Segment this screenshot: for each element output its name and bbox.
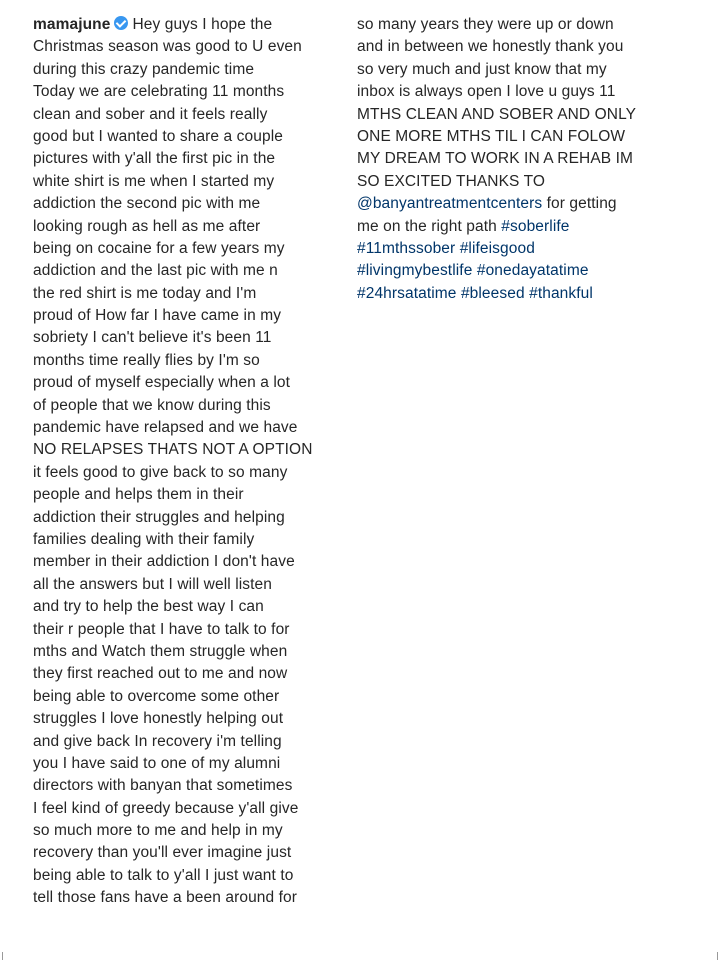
caption-line-mention	[357, 193, 702, 215]
caption-line: good but I wanted to share a couple	[33, 127, 283, 145]
caption-line-hashtags	[357, 238, 702, 260]
caption-line: proud of myself especially when a lot	[33, 374, 290, 392]
caption-line: ONE MORE MTHS TIL I CAN FOLOW	[357, 127, 626, 145]
caption-line: their r people that I have to talk to for	[33, 620, 290, 638]
caption-line: and in between we honestly thank you	[357, 38, 624, 56]
caption-line: and try to help the best way I can	[33, 598, 264, 616]
caption-line-hashtags	[357, 283, 702, 305]
hashtag-link[interactable]: #24hrsatatime	[357, 284, 457, 302]
caption-text: for getting	[542, 195, 617, 213]
caption-line: so very much and just know that my	[357, 60, 607, 78]
username-link[interactable]: mamajune	[33, 16, 111, 33]
mention-link[interactable]: @banyantreatmentcenters	[357, 195, 543, 213]
caption-line: of people that we know during this	[33, 396, 271, 414]
caption-line: clean and sober and it feels really	[33, 105, 268, 123]
caption-line: pandemic have relapsed and we have	[33, 419, 298, 437]
hashtag-link[interactable]: #bleesed	[460, 284, 525, 302]
caption-line: the red shirt is me today and I'm	[33, 284, 257, 302]
caption-line: NO RELAPSES THATS NOT A OPTION	[33, 441, 313, 459]
caption-first-line	[33, 14, 351, 36]
caption-line: white shirt is me when I started my	[33, 172, 275, 190]
caption-text: me on the right path	[357, 217, 502, 235]
hashtag-link[interactable]: #thankful	[529, 284, 593, 302]
caption-line: MY DREAM TO WORK IN A REHAB IM	[357, 150, 634, 168]
caption-line: addiction the second pic with me	[33, 195, 261, 213]
caption-line: pictures with y'all the first pic in the	[33, 150, 276, 168]
caption-line-path	[357, 216, 702, 238]
caption-line: MTHS CLEAN AND SOBER AND ONLY	[357, 105, 637, 123]
caption-line: inbox is always open I love u guys 11	[357, 83, 616, 101]
caption-line: people and helps them in their	[33, 486, 244, 504]
caption-line: looking rough as hell as me after	[33, 217, 261, 235]
caption-line: directors with banyan that sometimes	[33, 777, 293, 795]
caption-line: proud of How far I have came in my	[33, 307, 282, 325]
caption-line: they first reached out to me and now	[33, 665, 288, 683]
caption-line: you I have said to one of my alumni	[33, 754, 281, 772]
caption-line: I feel kind of greedy because y'all give	[33, 799, 299, 817]
caption-column-right	[357, 14, 702, 305]
caption-line: struggles I love honestly helping out	[33, 710, 284, 728]
caption-line-hashtags	[357, 260, 702, 282]
caption-line: so many years they were up or down	[357, 16, 614, 33]
caption-line: months time really flies by I'm so	[33, 351, 260, 369]
hashtag-link[interactable]: #onedayatatime	[476, 262, 589, 280]
caption-line: it feels good to give back to so many	[33, 463, 288, 481]
caption-line: during this crazy pandemic time	[33, 60, 255, 78]
caption-line: being able to talk to y'all I just want to	[33, 866, 294, 884]
caption-line: all the answers but I will well listen	[33, 575, 272, 593]
hashtag-link[interactable]: #livingmybestlife	[357, 262, 473, 280]
caption-line: Hey guys I hope the	[132, 16, 273, 33]
verified-badge-icon	[114, 16, 128, 30]
caption-line: families dealing with their family	[33, 530, 255, 548]
caption-line: tell those fans have a been around for	[33, 889, 298, 907]
caption-line: so much more to me and help in my	[33, 822, 283, 840]
caption-line: addiction their struggles and helping	[33, 508, 285, 526]
caption-line: being on cocaine for a few years my	[33, 239, 285, 257]
hashtag-link[interactable]: #11mthssober	[357, 239, 456, 257]
caption-line: member in their addiction I don't have	[33, 553, 295, 571]
hashtag-link[interactable]: #soberlife	[501, 217, 570, 235]
crop-edge-mark	[2, 952, 3, 960]
caption-line: sobriety I can't believe it's been 11	[33, 329, 272, 347]
caption-line: mths and Watch them struggle when	[33, 642, 288, 660]
caption-line: recovery than you'll ever imagine just	[33, 844, 292, 862]
hashtag-link[interactable]: #lifeisgood	[459, 239, 535, 257]
caption-line: addiction and the last pic with me n	[33, 262, 278, 280]
caption-column-left	[33, 14, 351, 910]
caption-line: SO EXCITED THANKS TO	[357, 172, 546, 190]
caption-line: Today we are celebrating 11 months	[33, 83, 285, 101]
caption-line: and give back In recovery i'm telling	[33, 732, 282, 750]
crop-edge-mark	[717, 952, 718, 960]
caption-line: Christmas season was good to U even	[33, 38, 302, 56]
caption-line: being able to overcome some other	[33, 687, 280, 705]
